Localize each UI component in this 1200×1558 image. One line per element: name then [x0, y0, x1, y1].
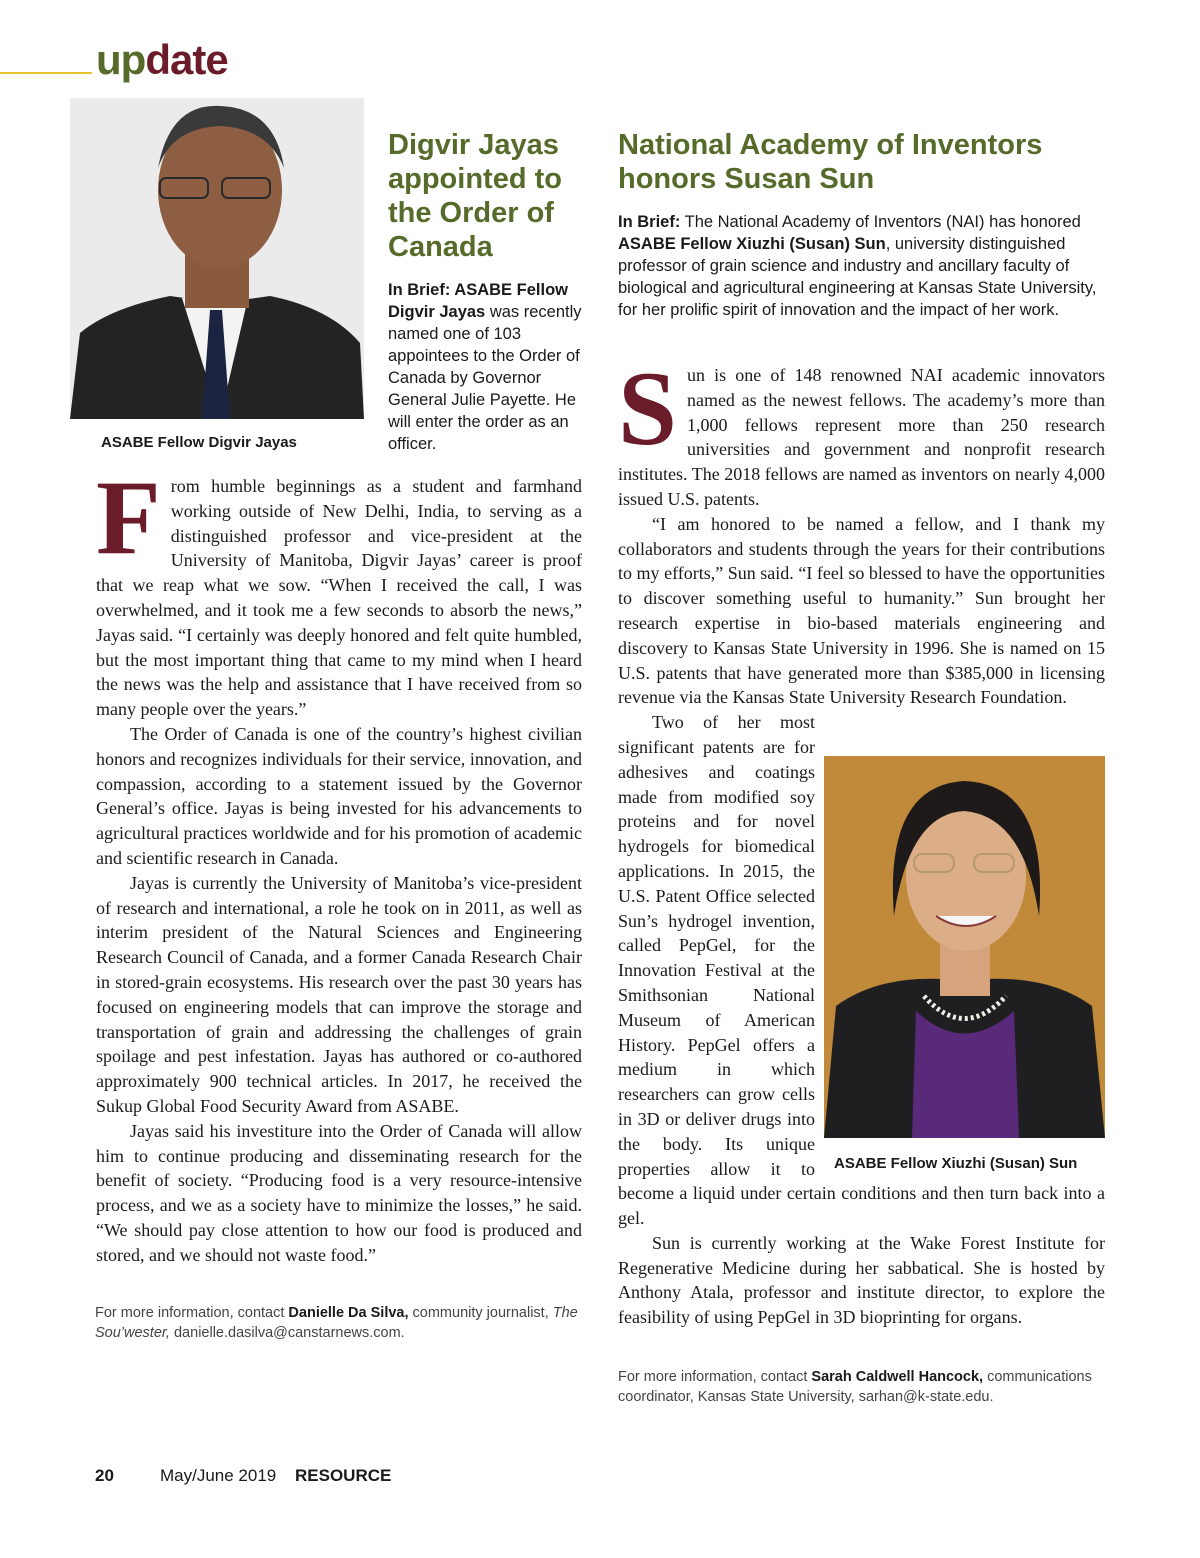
sun-paragraph: “I am honored to be named a fellow, and I thank my collaborators and students through the years for their contributions to my efforts,” Sun said. “I feel so blessed to have the opportunities to discover something useful to humanity.” Sun brought her research expertise in bio-based materials engineering and discovery to Kansas State University in 1996. She is named on 15 U.S. patents that have generated more than $385,000 in licensing revenue via the Kansas State University Research Foundation. — [618, 513, 1105, 708]
jayas-photo-caption: ASABE Fellow Digvir Jayas — [101, 434, 297, 451]
page-number: 20 — [95, 1466, 114, 1485]
jayas-paragraph: rom humble beginnings as a student and farmhand working outside of New Delhi, India, to serving as a distinguished professor and vice-president at the University of Manitoba, Digvir Jayas’ career is proof that we reap what we sow. “When I received the call, I was overwhelmed, and it took me a few seconds to absorb the news,” Jayas said. “I certainly was deeply honored and felt quite humbled, but the most important thing that came to my mind when I heard the news was the help and assistance that I have received from so many people over the years.” — [96, 476, 582, 720]
sun-contact-info: For more information, contact Sarah Caldwell Hancock, communications coordinator, Kansas State University, sarhan@k-state.edu. — [618, 1369, 1092, 1405]
sun-paragraph: Sun is currently working at the Wake Forest Institute for Regenerative Medicine during her sabbatical. She is hosted by Anthony Atala, professor and institute director, to explore the feasibility of using PepGel in 3D bioprinting for organs. — [618, 1232, 1105, 1328]
sun-photo — [824, 756, 1105, 1138]
sun-drop-cap: S — [618, 350, 677, 467]
sun-in-brief: In Brief: The National Academy of Inventors (NAI) has honored ASABE Fellow Xiuzhi (Susan) Sun, university distinguished professor of grain science and industry and ancillary faculty of biological and agricultural engineering at Kansas State University, for her prolific spirit of innovation and the impact of her work. — [618, 213, 1097, 319]
sun-headline: National Academy of Inventors honors Susan Sun — [618, 129, 1043, 195]
jayas-drop-cap: F — [96, 459, 161, 576]
sun-paragraph: Two of her most significant patents are for adhesives and coatings made from modified soy proteins and for novel hydrogels for biomedical applications. In 2015, the U.S. Patent Office selected Sun’s hydrogel invention, called PepGel, for the Innovation Festival at the Smithsonian National Museum of American History. PepGel offers a medium in which researchers can grow cells in 3D or deliver drugs into the body. Its unique properties allow it to become a liquid under certain conditions and then turn back into a gel. — [618, 712, 1105, 1229]
sun-paragraph: un is one of 148 renowned NAI academic innovators named as the newest fellows. The academy’s more than 1,000 fellows represent more than 250 research universities and government and nonprofit research institutes. The 2018 fellows are named as inventors on nearly 4,000 issued U.S. patents. — [618, 365, 1105, 509]
issue-date: May/June 2019 — [160, 1466, 277, 1485]
header-rule — [0, 72, 92, 74]
jayas-portrait-image — [70, 98, 364, 419]
jayas-in-brief: In Brief: ASABE Fellow Digvir Jayas was recently named one of 103 appointees to the Order of Canada by Governor General Julie Payette. He will enter the order as an officer. — [388, 281, 582, 453]
jayas-paragraph: The Order of Canada is one of the country’s highest civilian honors and recognizes individuals for their service, innovation, and compassion, according to a statement issued by the Governor General’s office. Jayas is being invested for his advancements to agricultural practices worldwide and for his promotion of academic and scientific research in Canada. — [96, 723, 582, 868]
sun-portrait-image — [824, 756, 1105, 1138]
jayas-contact-info: For more information, contact Danielle Da Silva, community journalist, The Sou’wester, danielle.dasilva@canstarnews.com. — [95, 1305, 578, 1341]
jayas-photo — [70, 98, 364, 419]
sun-photo-caption: ASABE Fellow Xiuzhi (Susan) Sun — [834, 1155, 1078, 1172]
jayas-paragraph: Jayas said his investiture into the Order of Canada will allow him to continue producing and disseminating research for the benefit of society. “Producing food is a very resource-intensive process, and we as a society have to minimize the losses,” he said. “We should pay close attention to how our food is produced and stored, and we should not waste food.” — [96, 1120, 582, 1265]
jayas-article-body — [96, 459, 582, 1268]
magazine-title: RESOURCE — [295, 1466, 392, 1485]
jayas-headline: Digvir Jayas appointed to the Order of Canada — [388, 129, 562, 263]
section-label: update — [96, 36, 228, 83]
jayas-paragraph: Jayas is currently the University of Manitoba’s vice-president of research and international, a role he took on in 2011, as well as interim president of the Natural Sciences and Engineering Research Council of Canada, and a former Canada Research Chair in stored-grain ecosystems. His research over the past 30 years has focused on engineering models that can improve the storage and transportation of grain and addressing the challenges of grain spoilage and pest infestation. Jayas has authored or co-authored approximately 900 technical articles. In 2017, he received the Sukup Global Food Security Award from ASABE. — [96, 872, 582, 1116]
